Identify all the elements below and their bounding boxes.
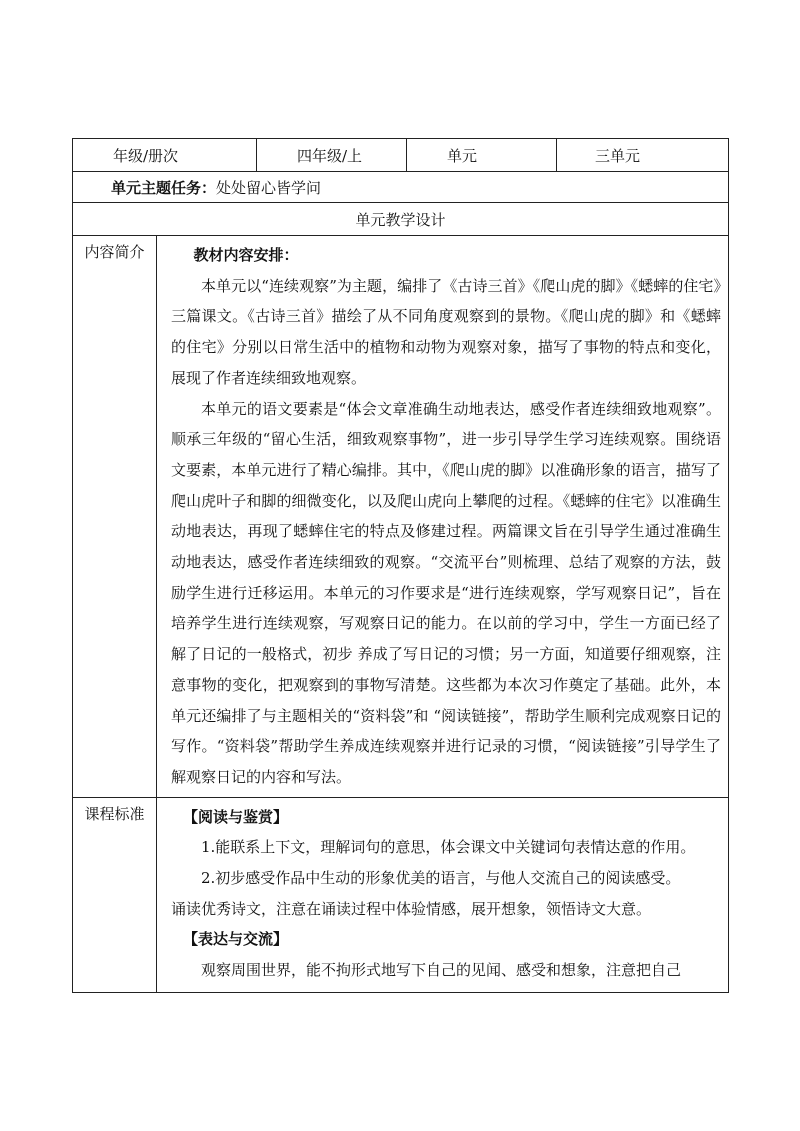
content-row <box>73 236 729 798</box>
theme-label: 单元主题任务： <box>111 178 217 197</box>
unit-label: 单元 <box>407 139 557 172</box>
lesson-plan-table <box>72 138 729 993</box>
grade-value: 四年级/上 <box>257 139 407 172</box>
standard-heading-reading: 【阅读与鉴赏】 <box>183 807 289 826</box>
standard-label: 课程标准 <box>73 797 157 992</box>
standard-item-1: 1.能联系上下文，理解词句的意思，体会课文中关键词句表情达意的作用。 <box>201 838 696 857</box>
theme-value: 处处留心皆学问 <box>216 178 322 197</box>
content-body <box>157 236 729 798</box>
theme-row <box>73 172 729 203</box>
design-title: 单元教学设计 <box>73 203 729 236</box>
content-paragraph-2: 本单元的语文要素是“体会文章准确生动地表达，感受作者连续细致地观察”。顺承三年级的“留心生活，细致观察事物”，进一步引导学生学习连续观察。围绕语文要素，本单元进行了精心编排。其中，《爬山虎的脚》以准确形象的语言，描写了爬山虎叶子和脚的细微变化，以及爬山虎向上攀爬的过程。《蟋蟀的住宅》以准确生动地表达，再现了蟋蟀住宅的特点及修建过程。两篇课文旨在引导学生通过准确生动地表达，感受作者连续细致的观察。“交流平台”则梳理、总结了观察的方法，鼓励学生进行迁移运用。本单元的习作要求是“进行连续观察，学写观察日记”，旨在培养学生进行连续观察，写观察日记的能力。在以前的学习中，学生一方面已经了解了日记的一般格式，初步 养成了写日记的习惯；另一方面，知道要仔细观察，注意事物的变化，把观察到的事物写清楚。这些都为本次习作奠定了基础。此外，本单元还编排了与主题相关的“资料袋”和 “阅读链接”，帮助学生顺利完成观察日记的写作。“资料袋”帮助学生养成连续观察并进行记录的习惯，“阅读链接”引导学生了解观察日记的内容和写法。 <box>171 399 721 786</box>
standard-body <box>157 797 729 992</box>
content-label: 内容简介 <box>73 236 157 798</box>
grade-label: 年级/册次 <box>73 139 257 172</box>
header-row <box>73 139 729 172</box>
unit-value: 三单元 <box>557 139 729 172</box>
standard-row <box>73 797 729 992</box>
standard-item-3: 观察周围世界，能不拘形式地写下自己的见闻、感受和想象，注意把自己 <box>201 961 682 980</box>
standard-item-2-cont: 诵读优秀诗文，注意在诵读过程中体验情感，展开想象，领悟诗文大意。 <box>171 899 652 918</box>
content-heading: 教材内容安排： <box>193 246 299 264</box>
standard-heading-expression: 【表达与交流】 <box>183 930 289 949</box>
theme-cell <box>73 172 729 203</box>
design-title-row <box>73 203 729 236</box>
standard-item-2: 2.初步感受作品中生动的形象优美的语言，与他人交流自己的阅读感受。 <box>201 869 681 888</box>
content-paragraph-1: 本单元以“连续观察”为主题，编排了《古诗三首》《爬山虎的脚》《蟋蟀的住宅》三篇课文。《古诗三首》描绘了从不同角度观察到的景物。《爬山虎的脚》和《蟋蟀的住宅》分别以日常生活中的植物和动物为观察对象，描写了事物的特点和变化，展现了作者连续细致地观察。 <box>171 276 721 387</box>
